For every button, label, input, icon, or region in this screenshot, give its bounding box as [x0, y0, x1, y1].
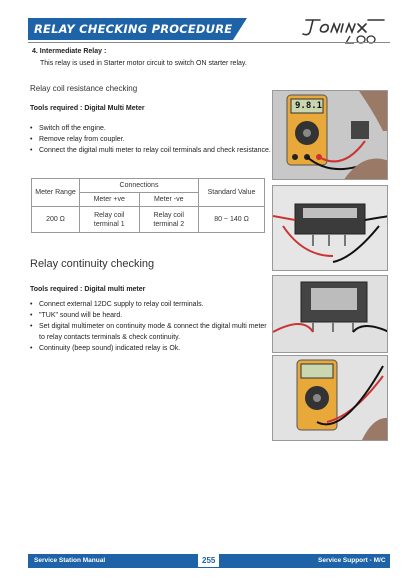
resistance-table — [31, 178, 265, 233]
meter-display-reading: 9.8.1 — [295, 101, 323, 111]
list-item: • Set digital multimeter on continuity mode & connect the digital multi meter to relay contacts terminals & check continuity. — [30, 323, 267, 341]
table-header-standard: Standard Value — [199, 179, 265, 207]
continuity-meter-illustration — [273, 356, 388, 441]
multimeter-photo — [272, 90, 388, 180]
list-item: • Connect the digital multi meter to relay coil terminals and check resistance. — [30, 147, 271, 154]
table-cell-negative: Relay coil terminal 2 — [139, 207, 199, 233]
list-item: • Connect external 12DC supply to relay coil terminals. — [30, 301, 204, 308]
continuity-check-steps — [30, 299, 270, 354]
table-cell-positive: Relay coil terminal 1 — [80, 207, 140, 233]
table-subheader-negative: Meter -ve — [139, 193, 199, 207]
coil-check-steps — [30, 123, 271, 156]
relay-continuity-photo — [272, 275, 388, 353]
list-item: • Continuity (beep sound) indicated relay is Ok. — [30, 345, 181, 352]
continuity-check-tools: Tools required : Digital multi meter — [30, 286, 146, 293]
coil-check-tools: Tools required : Digital Multi Meter — [30, 105, 145, 112]
table-row — [32, 207, 265, 233]
table-header-connections: Connections — [80, 179, 199, 193]
table-cell-standard: 80 ~ 140 Ω — [199, 207, 265, 233]
list-item: • Remove relay from coupler. — [30, 136, 125, 143]
list-item: • "TUK" sound will be heard. — [30, 312, 123, 319]
table-subheader-positive: Meter +ve — [80, 193, 140, 207]
table-header-range: Meter Range — [32, 179, 80, 207]
list-item: • Switch off the engine. — [30, 125, 106, 132]
footer-department: Service Support - M/C — [318, 557, 386, 564]
relay-continuity-illustration — [273, 276, 388, 353]
intermediate-relay-description: This relay is used in Starter motor circuit to switch ON starter relay. — [40, 60, 247, 67]
header-banner — [28, 18, 233, 40]
coil-check-title: Relay coil resistance checking — [30, 84, 138, 93]
header-rule — [28, 42, 390, 43]
relay-probe-photo — [272, 185, 388, 271]
intermediate-relay-heading: 4. Intermediate Relay : — [32, 48, 107, 55]
page-number: 255 — [198, 554, 219, 567]
continuity-check-title: Relay continuity checking — [30, 258, 155, 270]
relay-illustration — [273, 186, 388, 271]
page-title: RELAY CHECKING PROCEDURE — [34, 22, 233, 36]
table-cell-range: 200 Ω — [32, 207, 80, 233]
footer-manual-title: Service Station Manual — [34, 557, 106, 564]
continuity-meter-photo — [272, 355, 388, 441]
multimeter-illustration — [273, 91, 388, 180]
